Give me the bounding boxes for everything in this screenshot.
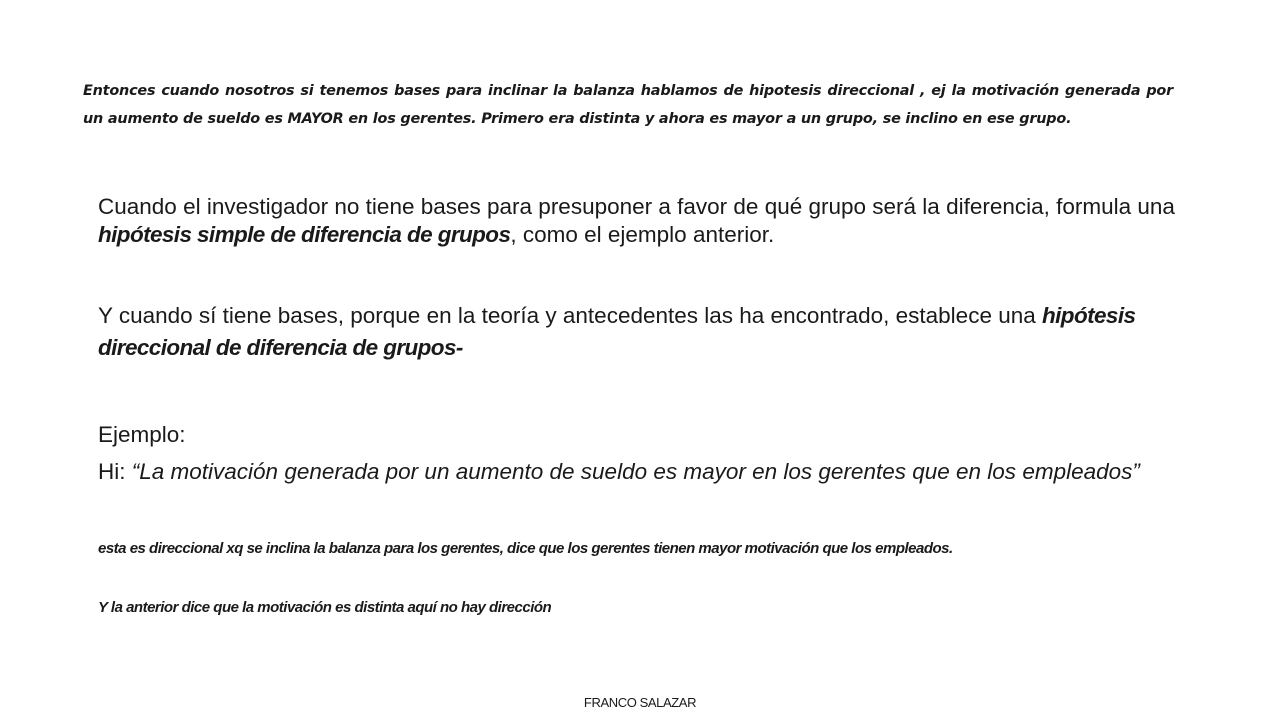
paragraph-simple-text-b: , como el ejemplo anterior. <box>510 222 775 247</box>
example-label: Ejemplo: <box>98 422 186 447</box>
hypothesis-statement <box>98 451 1188 492</box>
explanation-directional: esta es direccional xq se inclina la balanza para los gerentes, dice que los gerentes tienen mayor motivación que los empleados. <box>98 540 953 557</box>
explanation-previous: Y la anterior dice que la motivación es distinta aquí no hay dirección <box>98 599 552 616</box>
paragraph-simple-text-a: Cuando el investigador no tiene bases para presuponer a favor de qué grupo será la diferencia, formula una <box>98 194 1175 219</box>
hypothesis-quote: “La motivación generada por un aumento de sueldo es mayor en los gerentes que en los empleados” <box>131 459 1140 484</box>
paragraph-directional-hypothesis <box>98 300 1188 364</box>
paragraph-directional-text-a: Y cuando sí tiene bases, porque en la teoría y antecedentes las ha encontrado, establece una <box>98 303 1043 328</box>
directional-hypothesis-term: hipótesis direccional de diferencia de grupos- <box>98 303 1136 360</box>
paragraph-simple-hypothesis <box>98 193 1188 249</box>
author-footer: FRANCO SALAZAR <box>583 695 697 710</box>
intro-note: Entonces cuando nosotros si tenemos bases para inclinar la balanza hablamos de hipotesis direccional , ej la motivación generada por un aumento de sueldo es MAYOR en los gerentes. Primero era distinta y ahora es mayor a un grupo, se inclino en ese grupo. <box>83 83 1173 127</box>
simple-hypothesis-term: hipótesis simple de diferencia de grupos <box>98 222 511 247</box>
hypothesis-label: Hi: <box>98 459 132 484</box>
